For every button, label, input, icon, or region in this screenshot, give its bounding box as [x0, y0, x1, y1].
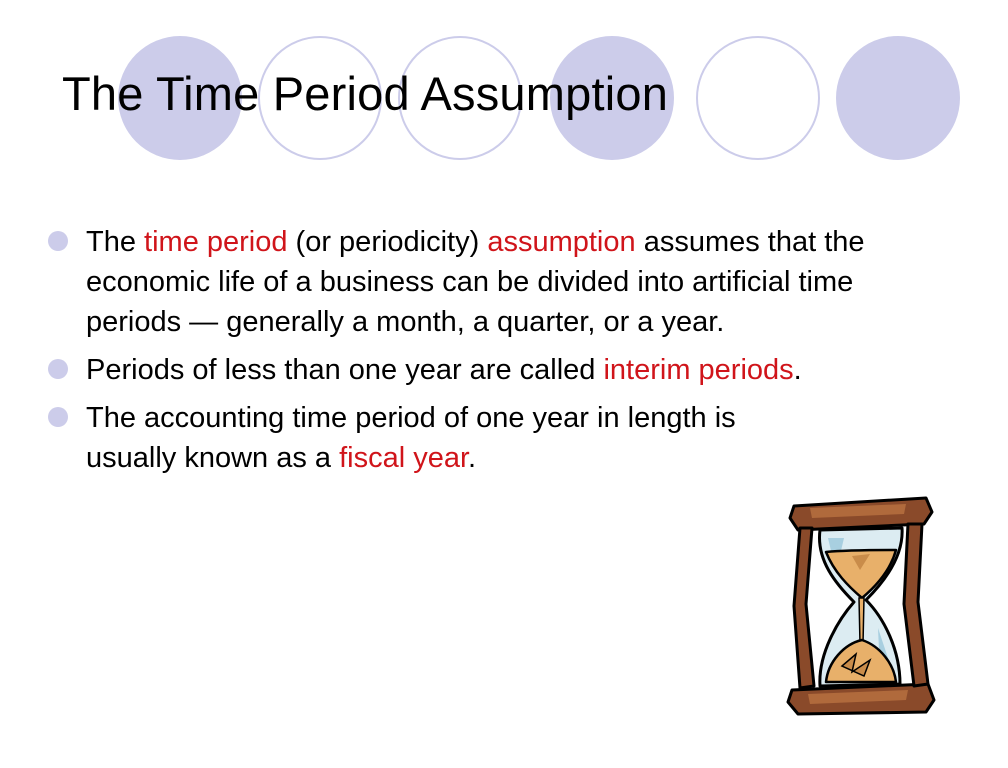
highlight-term: time period	[144, 226, 288, 258]
text-run: (or periodicity)	[287, 226, 488, 258]
hourglass-icon	[786, 494, 936, 716]
bullet-list	[48, 222, 928, 486]
text-run: .	[793, 354, 802, 386]
highlight-term: interim periods	[603, 354, 794, 386]
text-run: .	[468, 442, 477, 474]
text-run: assumes that the economic life of a business can be divided into artificial time periods — generally a month, a quarter, or a year.	[86, 226, 865, 338]
slide-title: The Time Period Assumption	[62, 67, 669, 120]
decor-circle-ring	[696, 36, 820, 160]
bullet-text	[86, 402, 736, 474]
bullet-text	[86, 354, 802, 386]
bullet-text	[86, 226, 865, 338]
bullet-item	[48, 222, 928, 342]
decor-circle-filled	[836, 36, 960, 160]
bullet-item	[48, 350, 928, 390]
bullet-item	[48, 398, 786, 478]
highlight-term: fiscal year	[339, 442, 469, 474]
bullet-dot-icon	[48, 359, 68, 379]
text-run: Periods of less than one year are called	[86, 354, 604, 386]
text-run: The accounting time period of one year in length is usually known as a	[86, 402, 736, 474]
bullet-dot-icon	[48, 407, 68, 427]
highlight-term: assumption	[487, 226, 636, 258]
bullet-dot-icon	[48, 231, 68, 251]
text-run: The	[86, 226, 145, 258]
